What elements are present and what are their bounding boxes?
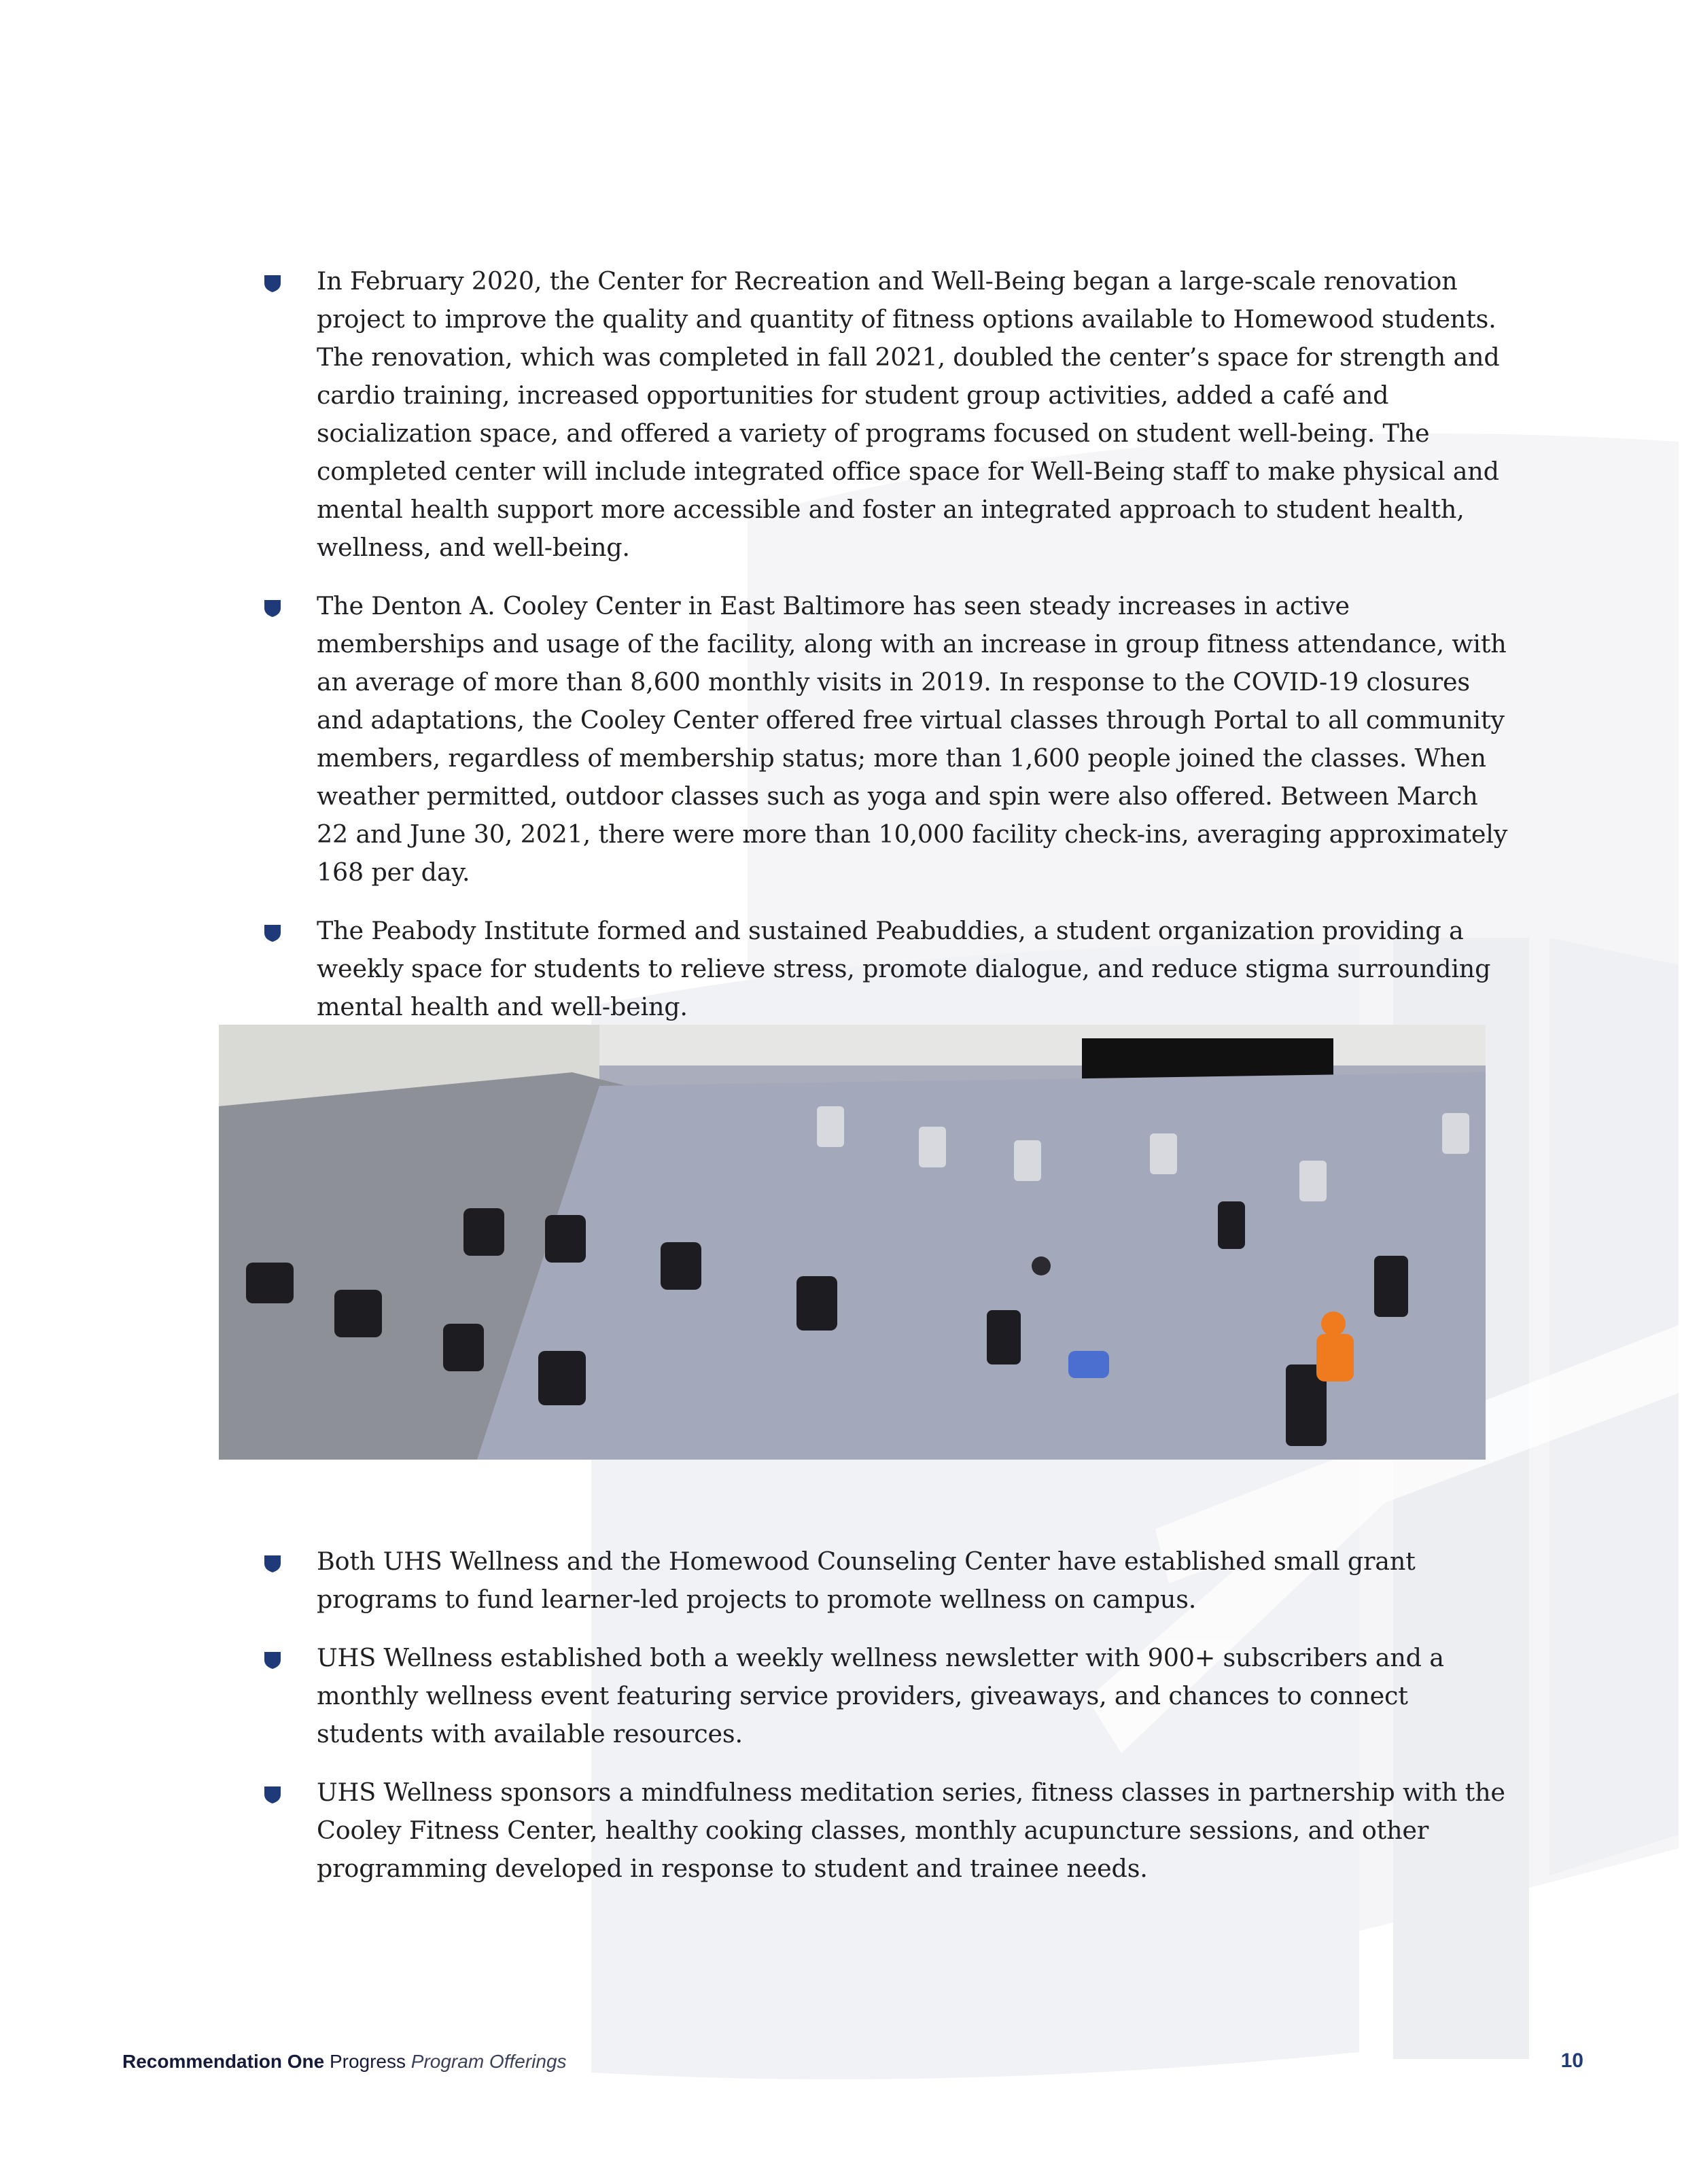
shield-bullet-icon — [264, 923, 281, 943]
bullet-text: UHS Wellness sponsors a mindfulness meditation series, fitness classes in partnership with the Cooley Fitness Center, healthy cooking classes, monthly acupuncture sessions, and other programming developed in response to student and trainee needs. — [317, 1778, 1505, 1883]
footer-section: Recommendation One — [122, 2051, 325, 2072]
shield-bullet-icon — [264, 599, 281, 618]
footer-topic: Program Offerings — [410, 2051, 567, 2072]
list-item — [0, 1774, 1513, 1888]
footer-subsection: Progress — [329, 2051, 406, 2072]
bullet-text: The Denton A. Cooley Center in East Baltimore has seen steady increases in active memberships and usage of the facility, along with an increase in group fitness attendance, with an average of more than 8,600 monthly visits in 2019. In response to the COVID-19 closures and adaptations, the Cooley Center offered free virtual classes through Portal to all community members, regardless of membership status; more than 1,600 people joined the classes. When weather permitted, outdoor classes such as yoga and spin were also offered. Between March 22 and June 30, 2021, there were more than 10,000 facility check-ins, averaging approximately 168 per day. — [317, 591, 1508, 887]
bullet-text: In February 2020, the Center for Recreation and Well-Being began a large-scale renovation project to improve the quality and quantity of fitness options available to Homewood students. The renovation, which was completed in fall 2021, doubled the center’s space for strength and cardio training, increased opportunities for student group activities, added a café and socialization space, and offered a variety of programs focused on student well-being. The completed center will include integrated office space for Well-Being staff to make physical and mental health support more accessible and foster an integrated approach to student health, wellness, and well-being. — [317, 266, 1500, 562]
shield-bullet-icon — [264, 1785, 281, 1804]
bullet-text: The Peabody Institute formed and sustained Peabuddies, a student organization providing a weekly space for students to relieve stress, promote dialogue, and reduce stigma surrounding mental health and well-being. — [317, 916, 1491, 1021]
shield-bullet-icon — [264, 1651, 281, 1670]
list-item — [0, 587, 1513, 892]
list-item — [0, 1639, 1513, 1753]
bullet-text: UHS Wellness established both a weekly wellness newsletter with 900+ subscribers and a monthly wellness event featuring service providers, giveaways, and chances to connect students with available resources. — [317, 1643, 1444, 1748]
list-item — [0, 912, 1513, 1026]
shield-bullet-icon — [264, 274, 281, 293]
list-item — [0, 1543, 1513, 1619]
bullet-list-top — [0, 262, 1699, 1046]
page-footer — [122, 2051, 567, 2073]
fitness-center-photo — [219, 1025, 1486, 1460]
list-item — [0, 262, 1513, 567]
bullet-list-bottom — [0, 1543, 1699, 1908]
bullet-text: Both UHS Wellness and the Homewood Counseling Center have established small grant programs to fund learner-led projects to promote wellness on campus. — [317, 1547, 1416, 1614]
shield-bullet-icon — [264, 1554, 281, 1573]
page-number: 10 — [1560, 2049, 1583, 2072]
